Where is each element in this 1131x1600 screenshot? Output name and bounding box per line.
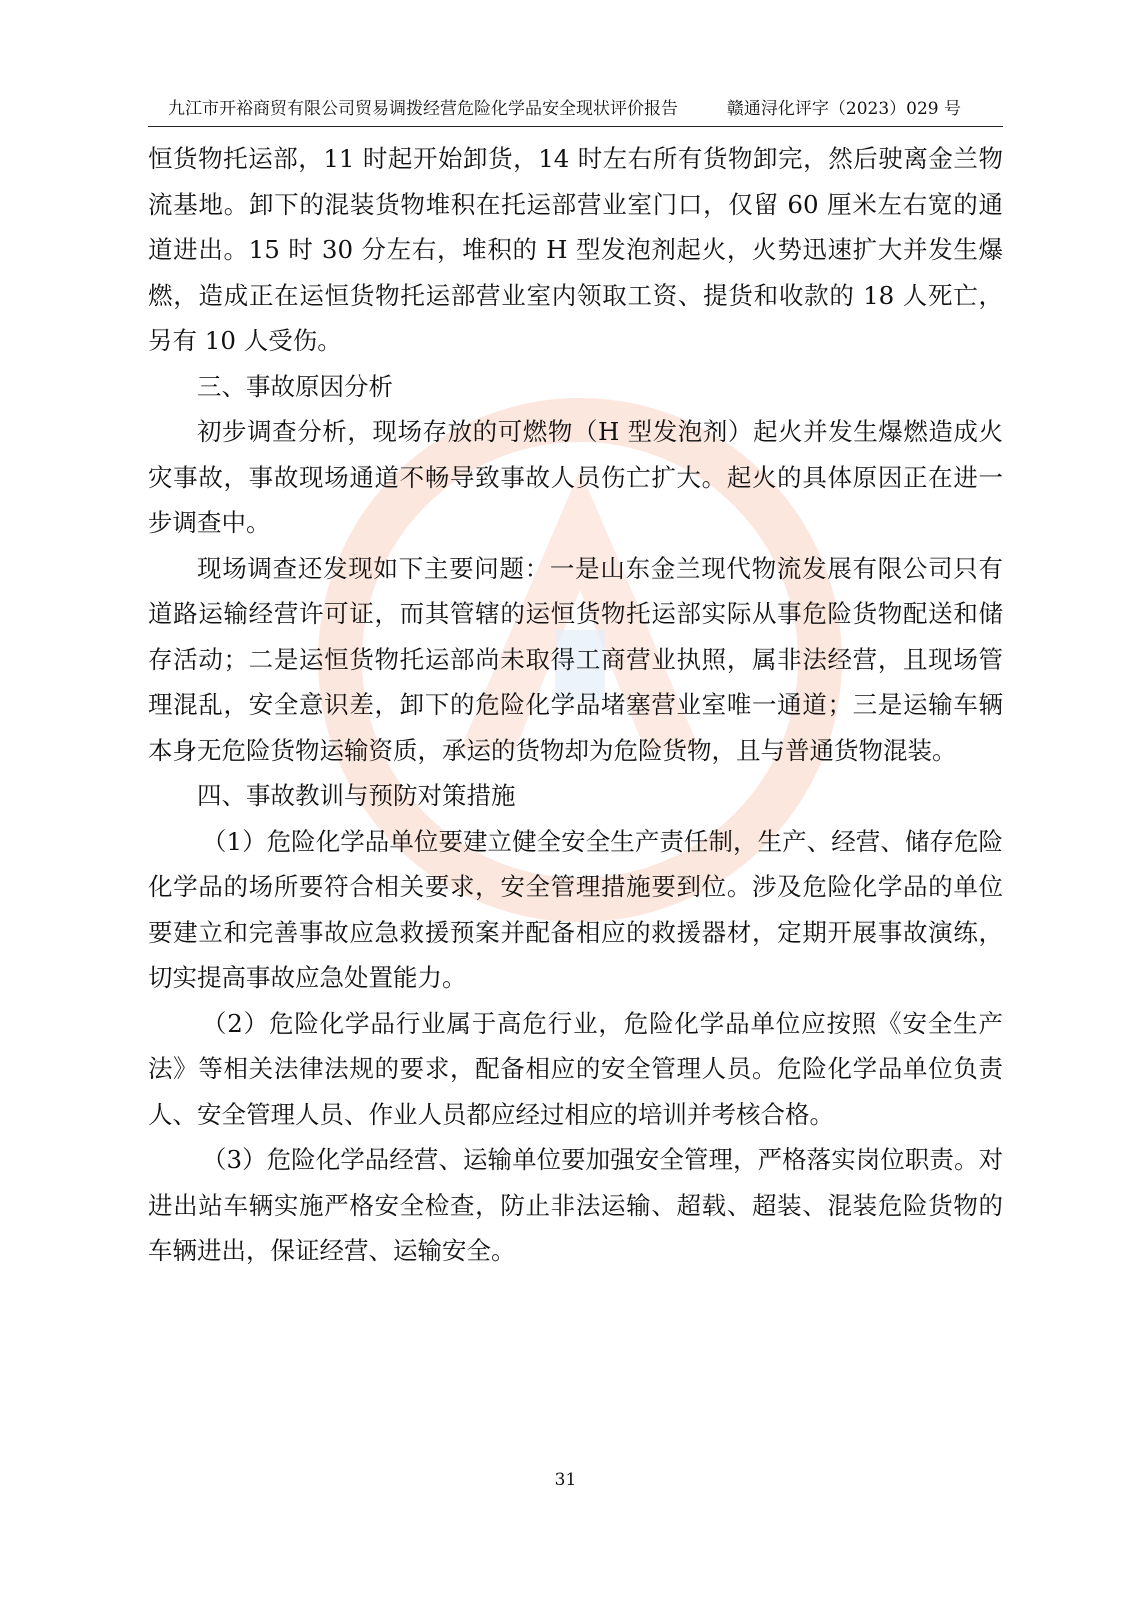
page-number: 31 [554,1470,577,1490]
paragraph-preliminary-analysis: 初步调查分析，现场存放的可燃物（H 型发泡剂）起火并发生爆燃造成火灾事故，事故现场通道不畅导致事故人员伤亡扩大。起火的具体原因正在进一步调查中。 [148,417,1003,537]
paragraph-accident-continuation: 恒货物托运部，11 时起开始卸货，14 时左右所有货物卸完，然后驶离金兰物流基地。卸下的混装货物堆积在托运部营业室门口，仅留 60 厘米左右宽的通道进出。15 时 30 分左右，堆积的 H 型发泡剂起火，火势迅速扩大并发生爆燃，造成正在运恒货物托运部营业室内领取工资、提货和收款的 18 人死亡，另有 10 人受伤。 [148,144,1003,355]
paragraph-main-issues: 现场调查还发现如下主要问题：一是山东金兰现代物流发展有限公司只有道路运输经营许可证，而其管辖的运恒货物托运部实际从事危险货物配送和储存活动；二是运恒货物托运部尚未取得工商营业执照，属非法经营，且现场管理混乱，安全意识差，卸下的危险化学品堵塞营业室唯一通道；三是运输车辆本身无危险货物运输资质，承运的货物却为危险货物，且与普通货物混装。 [148,553,1003,765]
page-header [148,96,1003,127]
measure-item-3: （3）危险化学品经营、运输单位要加强安全管理，严格落实岗位职责。对进出站车辆实施严格安全检查，防止非法运输、超载、超装、混装危险货物的车辆进出，保证经营、运输安全。 [148,1145,1003,1265]
body-text [148,136,1003,1274]
section-heading-cause-analysis: 三、事故原因分析 [197,371,393,401]
document-number: 赣通浔化评字（2023）029 号 [726,99,961,119]
measure-item-1: （1）危险化学品单位要建立健全安全生产责任制，生产、经营、储存危险化学品的场所要符合相关要求，安全管理措施要到位。涉及危险化学品的单位要建立和完善事故应急救援预案并配备相应的救援器材，定期开展事故演练，切实提高事故应急处置能力。 [148,826,1003,992]
measure-item-2: （2）危险化学品行业属于高危行业，危险化学品单位应按照《安全生产法》等相关法律法规的要求，配备相应的安全管理人员。危险化学品单位负责人、安全管理人员、作业人员都应经过相应的培训并考核合格。 [148,1008,1003,1129]
report-title: 九江市开裕商贸有限公司贸易调拨经营危险化学品安全现状评价报告 [168,99,678,119]
section-heading-lessons: 四、事故教训与预防对策措施 [197,781,516,810]
